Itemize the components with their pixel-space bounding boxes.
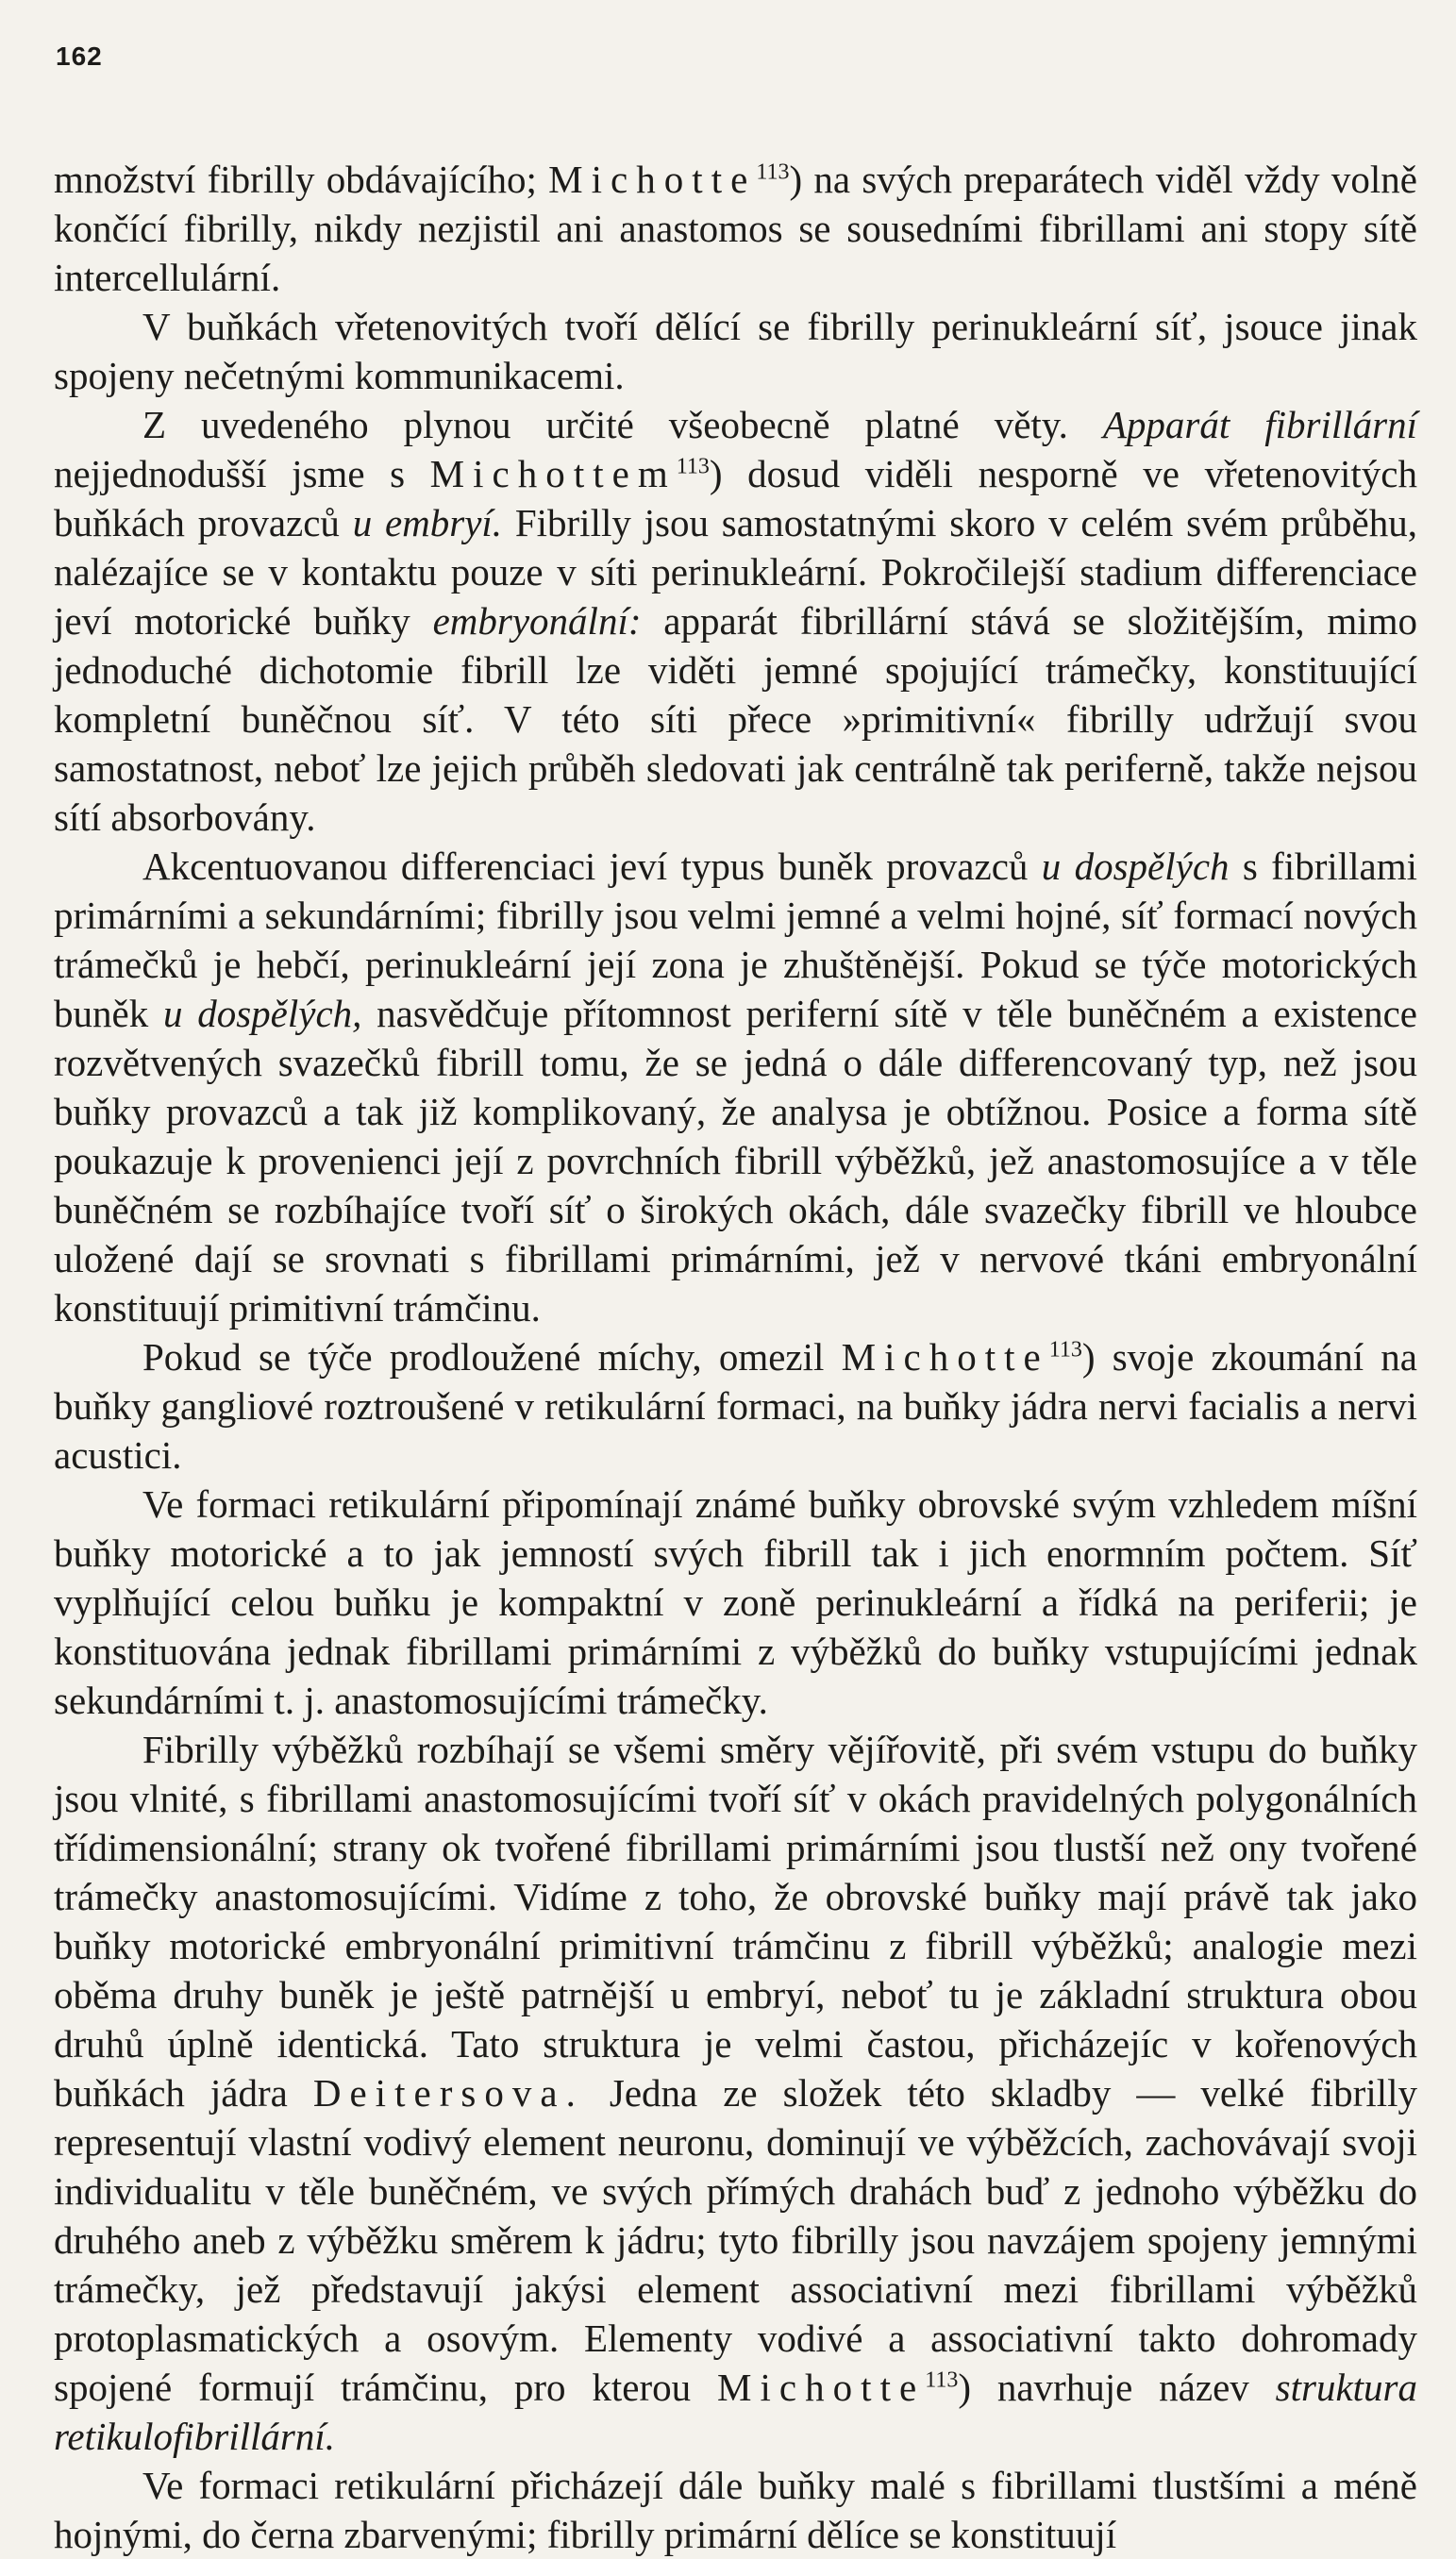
reference-number: 113	[1048, 1337, 1082, 1363]
text-run: s fibrillami primárními a sekundárními; fibrilly jsou velmi jemné a velmi hojné, síť formací nových trámečků je hebčí, perinukleární její zona je zhuštěnější. Pokud se týče motorických buněk	[54, 845, 1418, 1035]
italic-term: embryonální:	[432, 599, 642, 643]
paragraph-5	[54, 1332, 1417, 1480]
text-run: Pokud se týče prodloužené míchy, omezil	[142, 1335, 842, 1379]
text-run: ) na svých preparátech viděl vždy volně končící fibrilly, nikdy nezjistil ani anastomos se sousedními fibrillami ani stopy sítě intercellulární.	[54, 158, 1417, 299]
italic-term: u dospělých	[1041, 845, 1230, 888]
text-run: množství fibrilly obdávajícího;	[54, 158, 549, 201]
text-run: nasvědčuje přítomnost periferní sítě v těle buněčném a existence rozvětvených svazečků fibrill tomu, že se jedná o dále differencovaný typ, než jsou buňky provazců a tak již komplikovaný, že analysa je obtížnou. Posice a forma sítě poukazuje k provenienci její z povrchních fibrill výběžků, jež anastomosujíce a v těle buněčném se rozbíhajíce tvoří síť o širokých okách, dále svazečky fibrill ve hloubce uložené dají se srovnati s fibrillami primárními, jež v nervové tkáni embryonální konstituují primitivní trámčinu.	[54, 992, 1417, 1330]
paragraph-4	[54, 842, 1417, 1332]
text-run: Z uvedeného plynou určité všeobecně platné věty.	[142, 403, 1103, 446]
paragraph-1	[54, 155, 1417, 302]
paragraph-2	[54, 302, 1417, 400]
reference-number: 113	[676, 454, 710, 479]
paragraph-8	[54, 2461, 1417, 2559]
author-name: Michotte	[841, 1335, 1049, 1379]
text-run: ) dosud viděli nesporně ve vřetenovitých buňkách provazců	[54, 452, 1417, 544]
text-run: Ve formaci retikulární přicházejí dále buňky malé s fibrillami tlustšími a méně hojnými, do černa zbarvenými; fibrilly primární dělíce se konstituují	[54, 2464, 1417, 2556]
text-run: ) svoje zkoumání na buňky gangliové roztroušené v retikulární formaci, na buňky jádra nervi facialis a nervi acustici.	[54, 1335, 1417, 1477]
italic-term: struktura retikulofibrillární.	[54, 2366, 1418, 2458]
text-run: Akcentuovanou differenciaci jeví typus buněk provazců	[142, 845, 1042, 888]
author-name: Deitersova.	[312, 2071, 584, 2115]
text-run: Ve formaci retikulární připomínají známé buňky obrovské svým vzhledem míšní buňky motorické a to jak jemností svých fibrill tak i jich enormním počtem. Síť vyplňující celou buňku je kompaktní v zoně perinukleární a řídká na periferii; je konstituována jednak fibrillami primárními z výběžků do buňky vstupujícími jednak sekundárními t. j. anastomosujícími trámečky.	[54, 1482, 1417, 1722]
italic-term: Apparát fibrillární	[1102, 403, 1417, 446]
book-page	[54, 42, 1417, 2559]
author-name: Michotte	[548, 158, 757, 201]
author-name: Michottem	[429, 452, 677, 495]
italic-term: u dospělých,	[162, 992, 362, 1035]
page-number: 162	[56, 42, 103, 71]
text-run: V buňkách vřetenovitých tvoří dělící se fibrilly perinukleární síť, jsouce jinak spojeny nečetnými kommunikacemi.	[54, 305, 1417, 397]
paragraph-6	[54, 1480, 1417, 1725]
paragraph-3	[54, 400, 1417, 842]
text-run: Fibrilly výběžků rozbíhají se všemi směry vějířovitě, při svém vstupu do buňky jsou vlnité, s fibrillami anastomosujícími tvoří síť v okách pravidelných polygonálních třídimensionální; strany ok tvořené fibrillami primárními jsou tlustší než ony tvořené trámečky anastomosujícími. Vidíme z toho, že obrovské buňky mají právě tak jako buňky motorické embryonální primitivní trámčinu z fibrill výběžků; analogie mezi oběma druhy buněk je ještě patrnější u embryí, neboť tu je základní struktura obou druhů úplně identická. Tato struktura je velmi častou, přicházejíc v kořenových buňkách jádra	[54, 1728, 1417, 2115]
italic-term: u embryí.	[352, 501, 503, 544]
text-run: ) navrhuje název	[958, 2366, 1276, 2409]
reference-number: 113	[756, 159, 790, 185]
body-text	[54, 155, 1417, 2559]
text-run: apparát fibrillární stává se složitějším, mimo jednoduché dichotomie fibrill lze viděti jemné spojující trámečky, konstituující kompletní buněčnou síť. V této síti přece »primitivní« fibrilly udržují svou samostatnost, neboť lze jejich průběh sledovati jak centrálně tak periferně, takže nejsou sítí absorbovány.	[54, 599, 1417, 839]
paragraph-7	[54, 1725, 1417, 2461]
text-run: Jedna ze složek této skladby — velké fibrilly representují vlastní vodivý element neuronu, dominují ve výběžcích, zachovávají svoji individualitu v těle buněčném, ve svých přímých drahách buď z jednoho výběžku do druhého aneb z výběžku směrem k jádru; tyto fibrilly jsou navzájem spojeny jemnými trámečky, jež představují jakýsi element associativní mezi fibrillami výběžků protoplasmatických a osovým. Elementy vodivé a associativní takto dohromady spojené formují trámčinu, pro kterou	[54, 2071, 1418, 2409]
text-run: Fibrilly jsou samostatnými skoro v celém svém průběhu, nalézajíce se v kontaktu pouze v síti perinukleární. Pokročilejší stadium differenciace jeví motorické buňky	[54, 501, 1417, 643]
author-name: Michotte	[717, 2366, 926, 2409]
reference-number: 113	[925, 2367, 959, 2393]
text-run: nejjednodušší jsme s	[54, 452, 430, 495]
